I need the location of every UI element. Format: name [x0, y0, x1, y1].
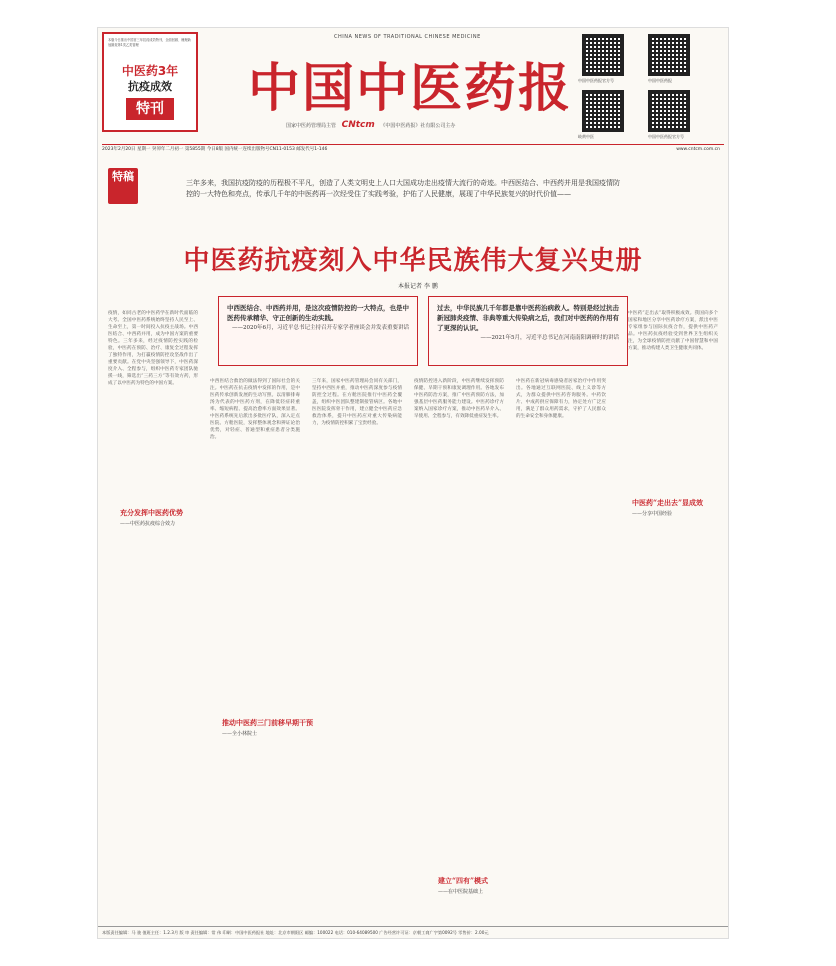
article-column: 中西医结合救治的做法得到了国际社会的关注。中医药在抗击疫情中发挥的作用，是中医药传承创新发展的生动写照。以清肺排毒汤为代表的中医药方剂，在降低轻症转重率、缩短病程、提高治愈率方面效果显著。中医药系统先后派出多批医疗队，深入定点医院、方舱医院，发挥整体观念和辨证论治优势，对轻症、普通型和重症患者分类施治。	[210, 379, 300, 440]
feature-tag	[108, 168, 138, 204]
quote-source: ——2021年5月，习近平总书记在河南南阳调研时的讲话	[480, 335, 619, 341]
sponsor-after: 《中国中医药报》社有限公司主办	[380, 123, 456, 129]
subheading-sub: ——中医药抗疫综合效力	[120, 521, 176, 527]
special-issue-promo[interactable]	[102, 32, 198, 132]
cntcm-logo: CNtcm	[341, 120, 375, 130]
promo-title-line2: 抗疫成效	[128, 80, 172, 93]
qr-label: 中国中医药报官方号	[648, 134, 684, 139]
subheading: 充分发挥中医药优势	[120, 508, 183, 517]
qr-label: 中国中医药报	[648, 78, 672, 83]
article-column: 三年来，国家中医药管理局会同有关部门，坚持中西医并重，推动中医药深度参与疫情防控全过程。在方舱医院推行中医药全覆盖，组织中医团队整建制接管病区。各地中医医院发挥骨干作用，建立健全中医药应急救治体系，提升中医药应对重大传染病能力，为疫情防控积累了宝贵经验。	[312, 379, 402, 426]
subheading-sub: ——全小林院士	[222, 731, 258, 737]
promo-blurb: 本版今日推出中国首三年抗疫成效特刊，全面回顾、梳理新冠肺炎第1类乙类管理	[108, 38, 191, 47]
promo-title-line1: 中医药3年	[121, 64, 179, 78]
sponsor-line	[286, 120, 455, 130]
page-headline: 中医药抗疫刻入中华民族伟大复兴史册	[183, 246, 643, 276]
sponsor-before: 国家中医药管理局主管	[286, 123, 337, 129]
article-column: 疫情，如同古老的中医药学在新时代面临的大考。全国中医药系统始终坚持人民至上、生命至上，第一时间投入抗疫主战场。中西医结合、中西药并用，成为中国方案的重要特色。三年多来，经过疫情防控实践的检验，中医药在预防、治疗、康复全过程发挥了独特作用，为打赢疫情防控攻坚战作出了重要贡献。在党中央坚强领导下，中医药深度介入、全程参与，组织中医药专家团队驰援一线，筛选出“三药三方”等有效方药，形成了以中医药为特色的中国方案。	[108, 311, 198, 386]
article-column: 中医药在新冠病毒感染者居家治疗中作用突出。各地通过互联网医院、线上义诊等方式，为群众提供中医药咨询服务。中药饮片、中成药供应保障有力，协定处方广泛应用，满足了群众用药需求，守护了人民群众的生命安全和身体健康。	[516, 379, 606, 419]
qr-code-icon[interactable]	[582, 34, 624, 76]
pull-quote	[218, 296, 418, 366]
article-column: 中医药“走出去”取得积极成效。我国向多个国家和地区分享中医药诊疗方案，派出中医专家组参与国际抗疫合作，提供中医药产品。中医药抗疫经验受到世界卫生组织关注，为全球疫情防控贡献了中国智慧和中国方案，推动构建人类卫生健康共同体。	[628, 311, 718, 351]
quote-text: 中西医结合、中西药并用，是这次疫情防控的一大特点，也是中医药传承精华、守正创新的生动实践。	[227, 304, 409, 322]
newspaper-page	[98, 28, 728, 938]
article-column: 疫情防控进入新阶段，中医药继续发挥预防保健、早期干预和康复调理作用。各地发布中医药防治方案，推广中医药预防方法，加强基层中医药服务能力建设。中医药诊疗方案纳入国家诊疗方案，推动中医药早介入、早使用、全程参与，有效降低重症发生率。	[414, 379, 504, 419]
qr-code-panel	[578, 32, 726, 148]
newspaper-logo: 中国中医药报	[248, 58, 573, 119]
qr-code-icon[interactable]	[582, 90, 624, 132]
feature-tag-label: 特稿	[112, 170, 134, 183]
quote-text: 过去，中华民族几千年都是靠中医药治病救人。特别是经过抗击新冠肺炎疫情、非典等重大传染病之后，我们对中医药的作用有了更深的认识。	[437, 304, 619, 332]
subheading: 推动中医药三门前移早期干预	[222, 718, 313, 727]
qr-code-icon[interactable]	[648, 90, 690, 132]
subheading-sub: ——分享中国经验	[632, 511, 673, 517]
website-link[interactable]: www.cntcm.com.cn	[676, 147, 720, 152]
qr-label: 中国中医药报官方号	[578, 78, 614, 83]
qr-code-icon[interactable]	[648, 34, 690, 76]
quote-source: ——2020年6月，习近平总书记主持召开专家学者座谈会并发表重要讲话	[232, 325, 409, 331]
subheading-sub: ——在中医院基础上	[438, 889, 484, 895]
dateline	[102, 144, 724, 155]
page-footer: 本版责任编辑：马 骏 值班主任：1.2.3月 版 审 责任编辑：常 伟 印刷：中国中医药报社 地址：北京市朝阳区 邮编：100022 电话：010-64089500 广告经营许可证：京朝工商广字第0092号 零售价：2.00元	[98, 926, 728, 938]
byline: 本报记者 李 鹏	[398, 283, 438, 290]
special-issue-badge: 特刊	[126, 98, 174, 120]
subheading: 中医药“走出去”显成效	[632, 498, 704, 507]
pull-quote	[428, 296, 628, 366]
feature-intro: 三年多来，我国抗疫防疫的历程极不平凡，创造了人类文明史上人口大国成功走出疫情大流行的奇迹。中西医结合、中西药并用是我国疫情防控的一大特色和亮点，传承几千年的中医药再一次经受住了实践考验，护佑了人民健康，展现了中华民族复兴的时代价值——	[186, 179, 620, 198]
issue-info: 2023年2月20日 星期一 癸卯年二月初一 第5855期 今日8版 国内统一连续出版物号CN11-0153 邮发代号1-146	[102, 147, 328, 152]
subheading: 建立“四有”模式	[438, 876, 489, 885]
qr-label: 岐黄中医	[578, 134, 594, 139]
masthead-english: CHINA NEWS OF TRADITIONAL CHINESE MEDICINE	[334, 34, 481, 40]
